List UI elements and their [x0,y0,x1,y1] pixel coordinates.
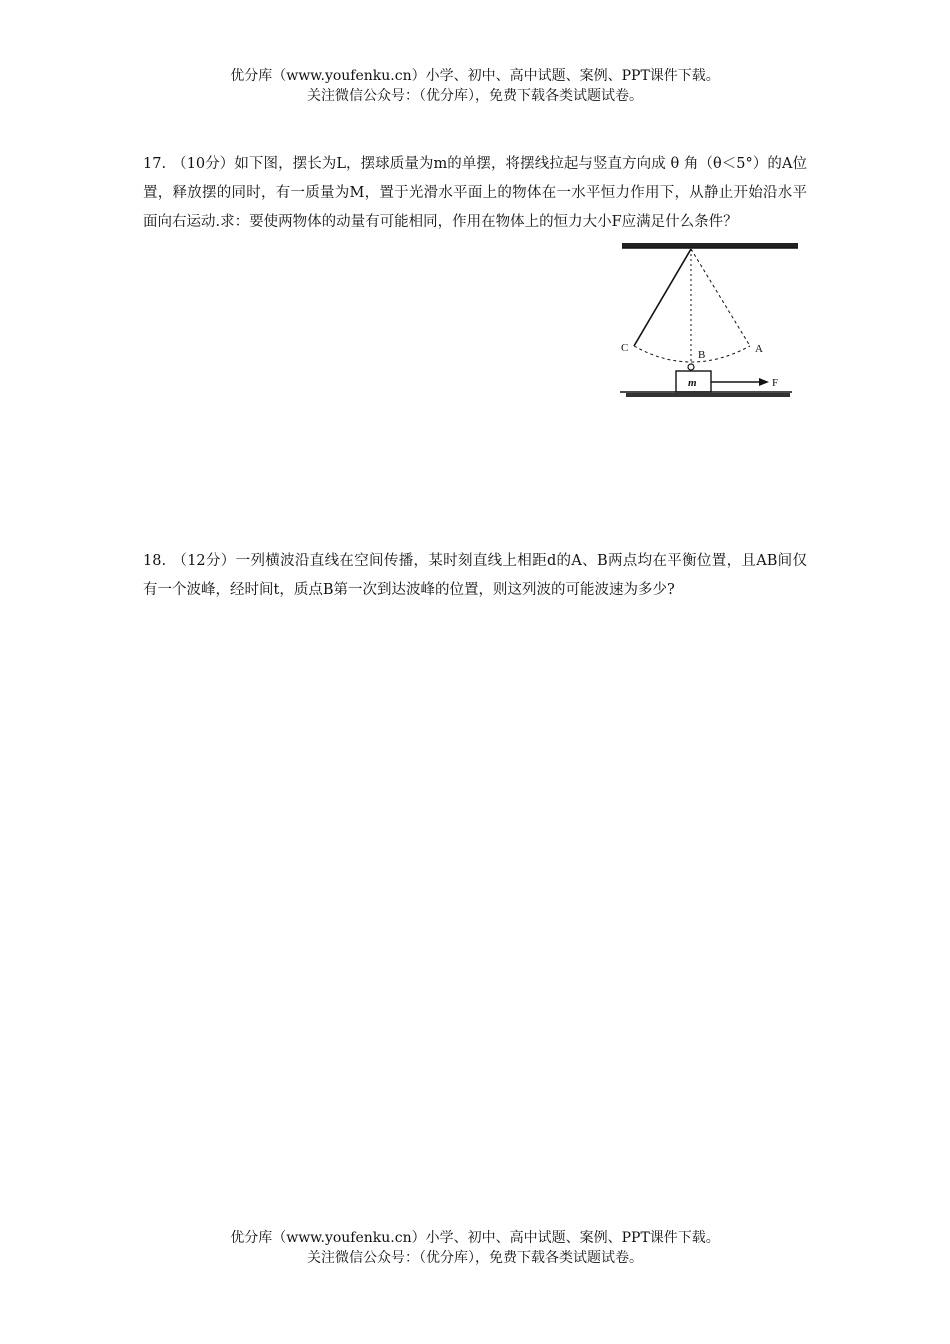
header-line-1: 优分库（www.youfenku.cn）小学、初中、高中试题、案例、PPT课件下载。 [230,68,720,84]
pendulum-figure [612,236,802,408]
page-footer [0,1228,950,1268]
label-a: A [755,343,763,355]
label-c: C [621,342,629,354]
pendulum-diagram [612,236,802,408]
label-mass: m [688,377,697,389]
label-force: F [772,377,779,389]
footer-line-1: 优分库（www.youfenku.cn）小学、初中、高中试题、案例、PPT课件下载。 [230,1230,720,1246]
question-17-number: 17. [143,156,167,172]
pendulum-bob [688,364,694,370]
floor-hatch [626,393,790,397]
question-17 [143,150,807,237]
dashed-string-to-a [691,249,750,346]
header-line-2: 关注微信公众号：（优分库），免费下载各类试题试卷。 [307,88,643,104]
question-18-number: 18. [143,553,167,569]
swing-arc [634,346,750,362]
label-b: B [698,349,706,361]
footer-line-2: 关注微信公众号：（优分库），免费下载各类试题试卷。 [307,1250,643,1266]
question-17-text: （10分）如下图，摆长为L，摆球质量为m的单摆，将摆线拉起与竖直方向成 θ 角（θ＜5°）的A位置，释放摆的同时，有一质量为M，置于光滑水平面上的物体在一水平恒力作用下，从静止开始沿水平面向右运动.求：要使两物体的动量有可能相同，作用在物体上的恒力大小F应满足什么条件？ [143,156,807,230]
question-18-text: （12分）一列横波沿直线在空间传播，某时刻直线上相距d的A、B两点均在平衡位置，且AB间仅有一个波峰，经时间t，质点B第一次到达波峰的位置，则这列波的可能波速为多少? [143,553,807,598]
page-header [0,66,950,106]
force-arrow-head [759,378,769,386]
question-18 [143,547,807,605]
solid-string-to-c [634,249,691,346]
